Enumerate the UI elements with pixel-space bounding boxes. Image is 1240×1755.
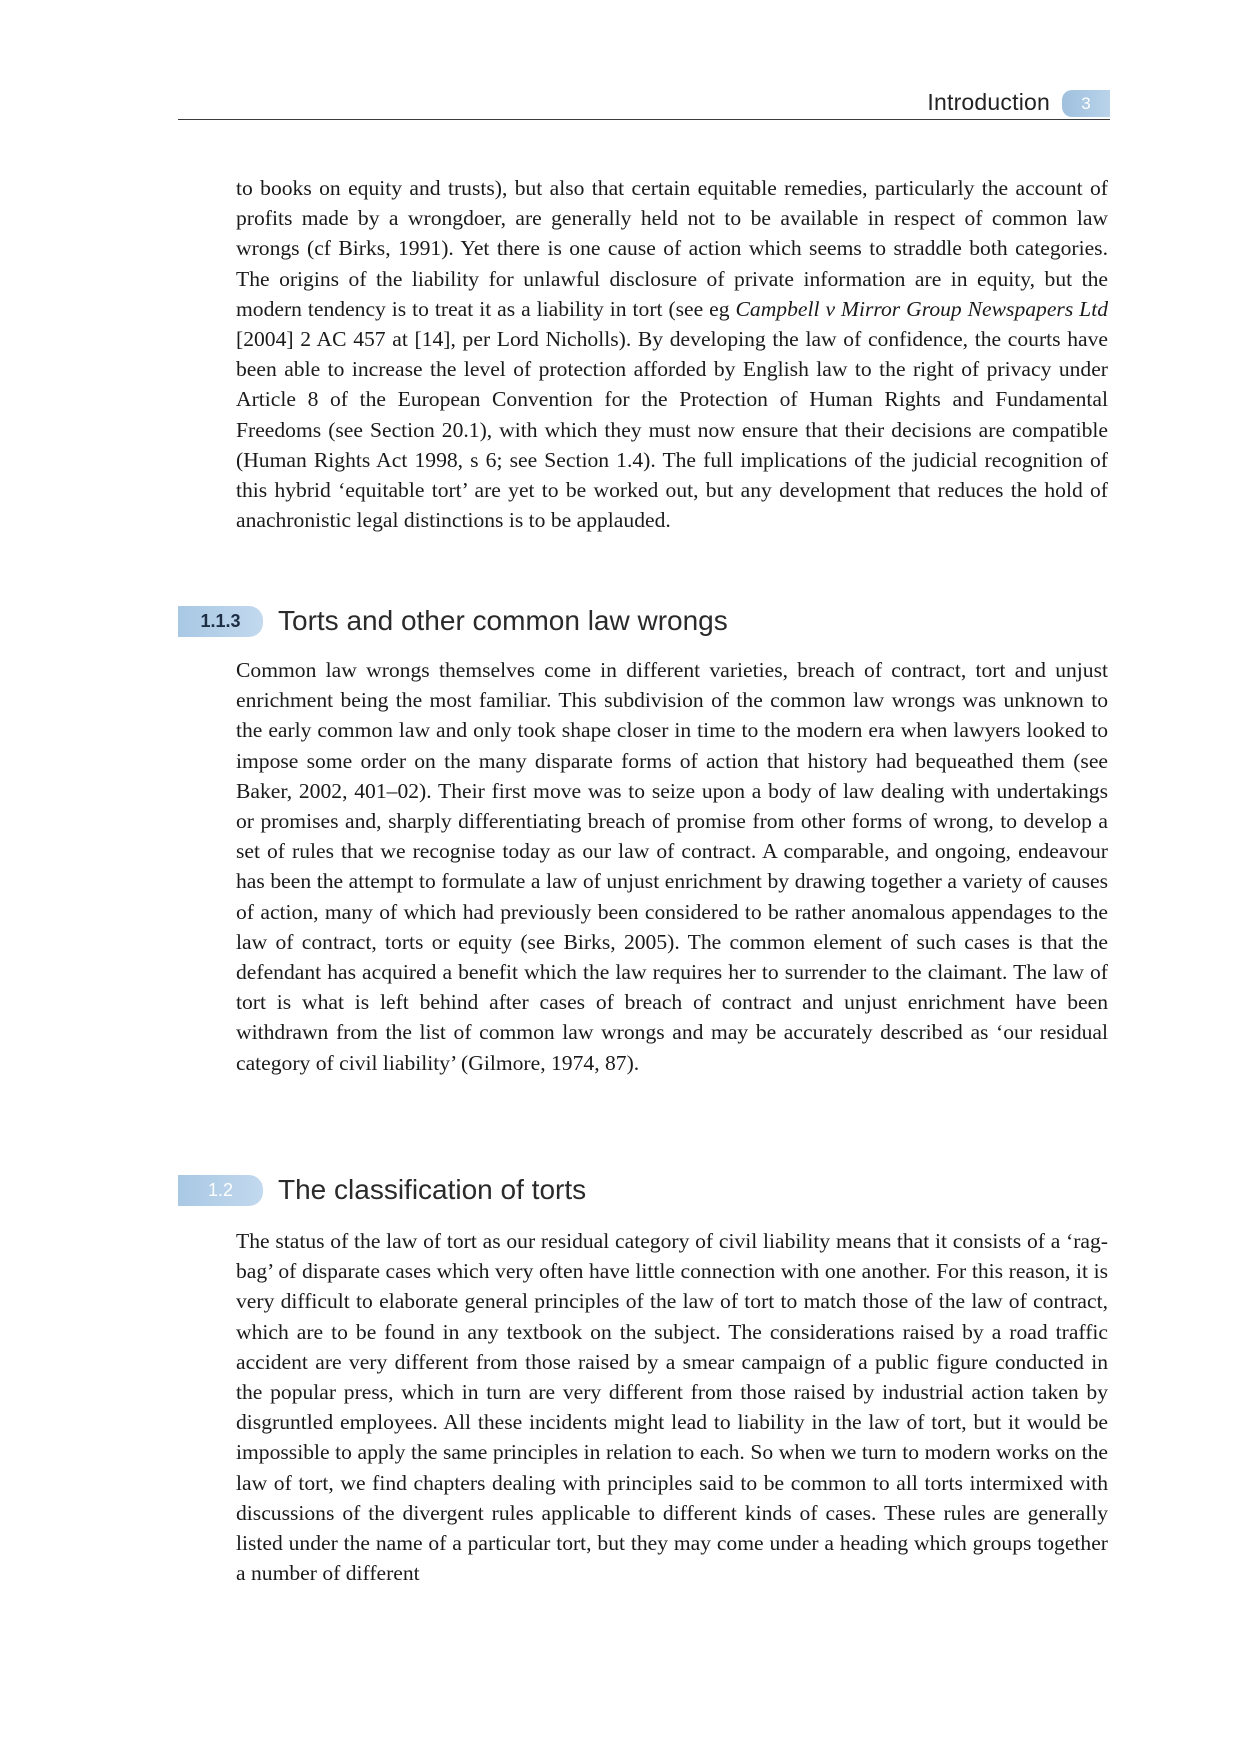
section-heading-1-2 — [178, 1172, 1078, 1208]
section-number-badge: 1.1.3 — [178, 606, 263, 637]
page-number-badge: 3 — [1062, 90, 1110, 117]
running-head — [178, 86, 1110, 120]
paragraph-text: to books on equity and trusts), but also that certain equitable remedies, particularly the account of profits made by a wrongdoer, are generally held not to be available in respect of common law wrongs (cf Birks, 1991). Yet there is one cause of action which seems to straddle both categories. The origins of the liability for unlawful disclosure of private information are in equity, but the modern tendency is to treat it as a liability in tort (see eg — [236, 176, 1108, 321]
section-number-badge: 1.2 — [178, 1175, 263, 1206]
body-paragraph-intro — [236, 173, 1108, 535]
section-title: Torts and other common law wrongs — [278, 605, 728, 636]
paragraph-text: [2004] 2 AC 457 at [14], per Lord Nicholls). By developing the law of confidence, the courts have been able to increase the level of protection afforded by English law to the right of privacy under Article 8 of the European Convention for the Protection of Human Rights and Fundamental Freedoms (see Section 20.1), with which they must now ensure that their decisions are compatible (Human Rights Act 1998, s 6; see Section 1.4). The full implications of the judicial recognition of this hybrid ‘equitable tort’ are yet to be worked out, but any development that reduces the hold of anachronistic legal distinctions is to be applauded. — [236, 327, 1108, 533]
section-title: The classification of torts — [278, 1174, 587, 1205]
header-rule — [178, 119, 1110, 120]
body-paragraph-classification: The status of the law of tort as our residual category of civil liability means that it consists of a ‘rag-bag’ of disparate cases which very often have little connection with one another. For this reason, it is very difficult to elaborate general principles of the law of tort to match those of the law of contract, which are to be found in any textbook on the subject. The considerations raised by a road traffic accident are very different from those raised by a smear campaign of a public figure conducted in the popular press, which in turn are very different from those raised by industrial action taken by disgruntled employees. All these incidents might lead to liability in the law of tort, but it would be impossible to apply the same principles in relation to each. So when we turn to modern works on the law of tort, we find chapters dealing with principles said to be common to all torts intermixed with discussions of the divergent rules applicable to different kinds of cases. These rules are generally listed under the name of a particular tort, but they may come under a heading which groups together a number of different — [236, 1229, 1108, 1586]
section-heading-1-1-3 — [178, 603, 1078, 639]
case-citation: Campbell v Mirror Group Newspapers Ltd — [735, 296, 1108, 321]
running-head-title: Introduction — [927, 89, 1050, 115]
body-paragraph-common-law-wrongs: Common law wrongs themselves come in different varieties, breach of contract, tort and unjust enrichment being the most familiar. This subdivision of the common law wrongs was unknown to the early common law and only took shape closer in time to the modern era when lawyers looked to impose some order on the many disparate forms of action that history had bequeathed them (see Baker, 2002, 401–02). Their first move was to seize upon a body of law dealing with undertakings or promises and, sharply differentiating breach of promise from other forms of wrong, to develop a set of rules that we recognise today as our law of contract. A comparable, and ongoing, endeavour has been the attempt to formulate a law of unjust enrichment by drawing together a variety of causes of action, many of which had previously been considered to be rather anomalous appendages to the law of contract, torts or equity (see Birks, 2005). The common element of such cases is that the defendant has acquired a benefit which the law requires her to surrender to the claimant. The law of tort is what is left behind after cases of breach of contract and unjust enrichment have been withdrawn from the list of common law wrongs and may be accurately described as ‘our residual category of civil liability’ (Gilmore, 1974, 87). — [236, 658, 1108, 1075]
